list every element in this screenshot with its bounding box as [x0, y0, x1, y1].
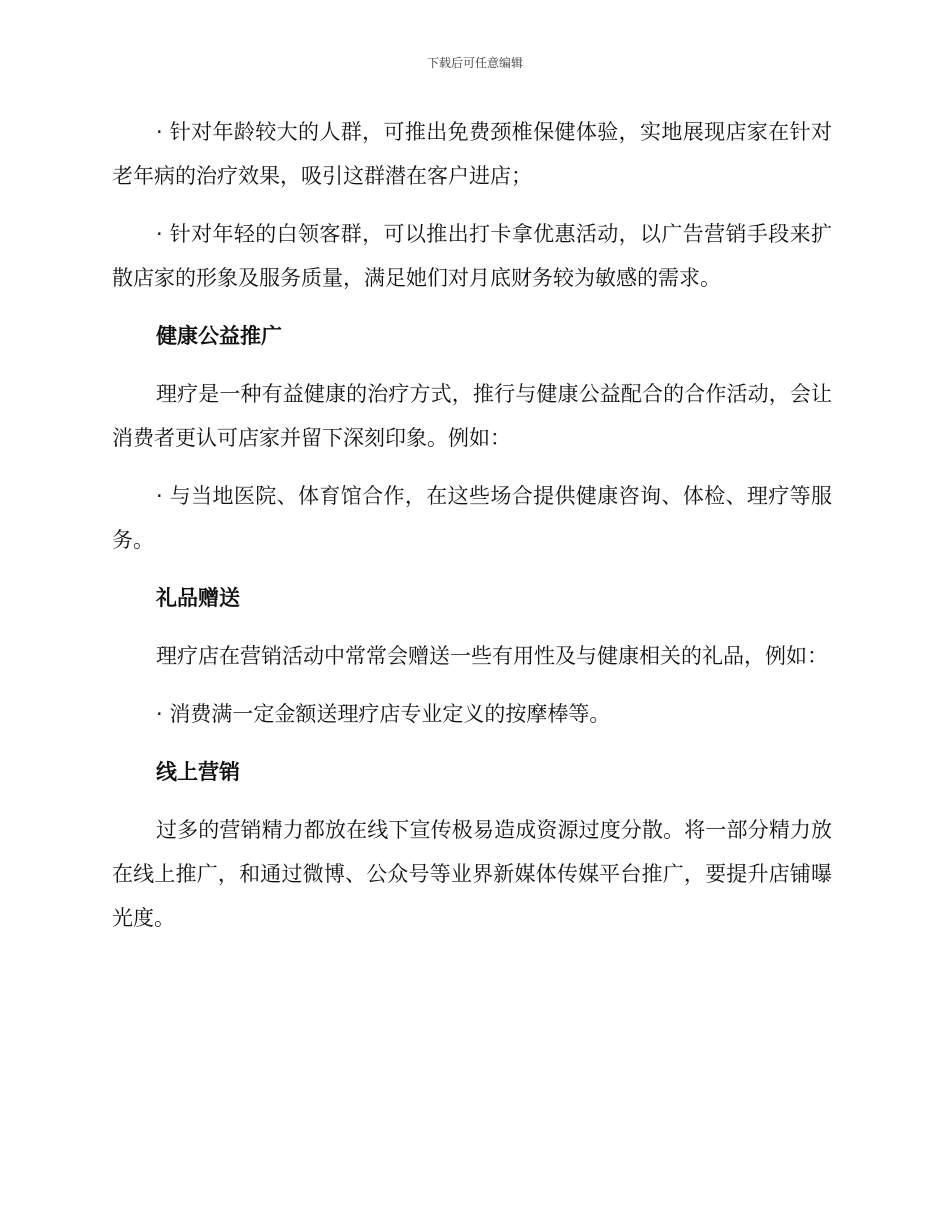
section-heading-health-charity: 健康公益推广 [156, 324, 282, 348]
bullet-paragraph-hospital: · 与当地医院、体育馆合作，在这些场合提供健康咨询、体检、理疗等服务。 [112, 484, 832, 552]
bullet-paragraph-white-collar: · 针对年轻的白领客群，可以推出打卡拿优惠活动，以广告营销手段来扩散店家的形象及服务质量，满足她们对月底财务较为敏感的需求。 [112, 222, 832, 290]
bullet-paragraph-elderly: · 针对年龄较大的人群，可推出免费颈椎保健体验，实地展现店家在针对老年病的治疗效果，吸引这群潜在客户进店； [112, 120, 832, 188]
section-heading-online-marketing: 线上营销 [156, 760, 240, 784]
paragraph-gifts: 理疗店在营销活动中常常会赠送一些有用性及与健康相关的礼品，例如： [156, 644, 828, 668]
document-body [112, 110, 832, 954]
paragraph-online-marketing: 过多的营销精力都放在线下宣传极易造成资源过度分散。将一部分精力放在线上推广，和通过微博、公众号等业界新媒体传媒平台推广，要提升店铺曝光度。 [112, 818, 832, 930]
page-header: 下载后可任意编辑 [426, 56, 523, 70]
section-heading-gifts: 礼品赠送 [156, 586, 240, 610]
paragraph-health-charity: 理疗是一种有益健康的治疗方式，推行与健康公益配合的合作活动，会让消费者更认可店家并留下深刻印象。例如： [112, 382, 832, 450]
bullet-paragraph-massage-stick: · 消费满一定金额送理疗店专业定义的按摩棒等。 [156, 702, 611, 726]
